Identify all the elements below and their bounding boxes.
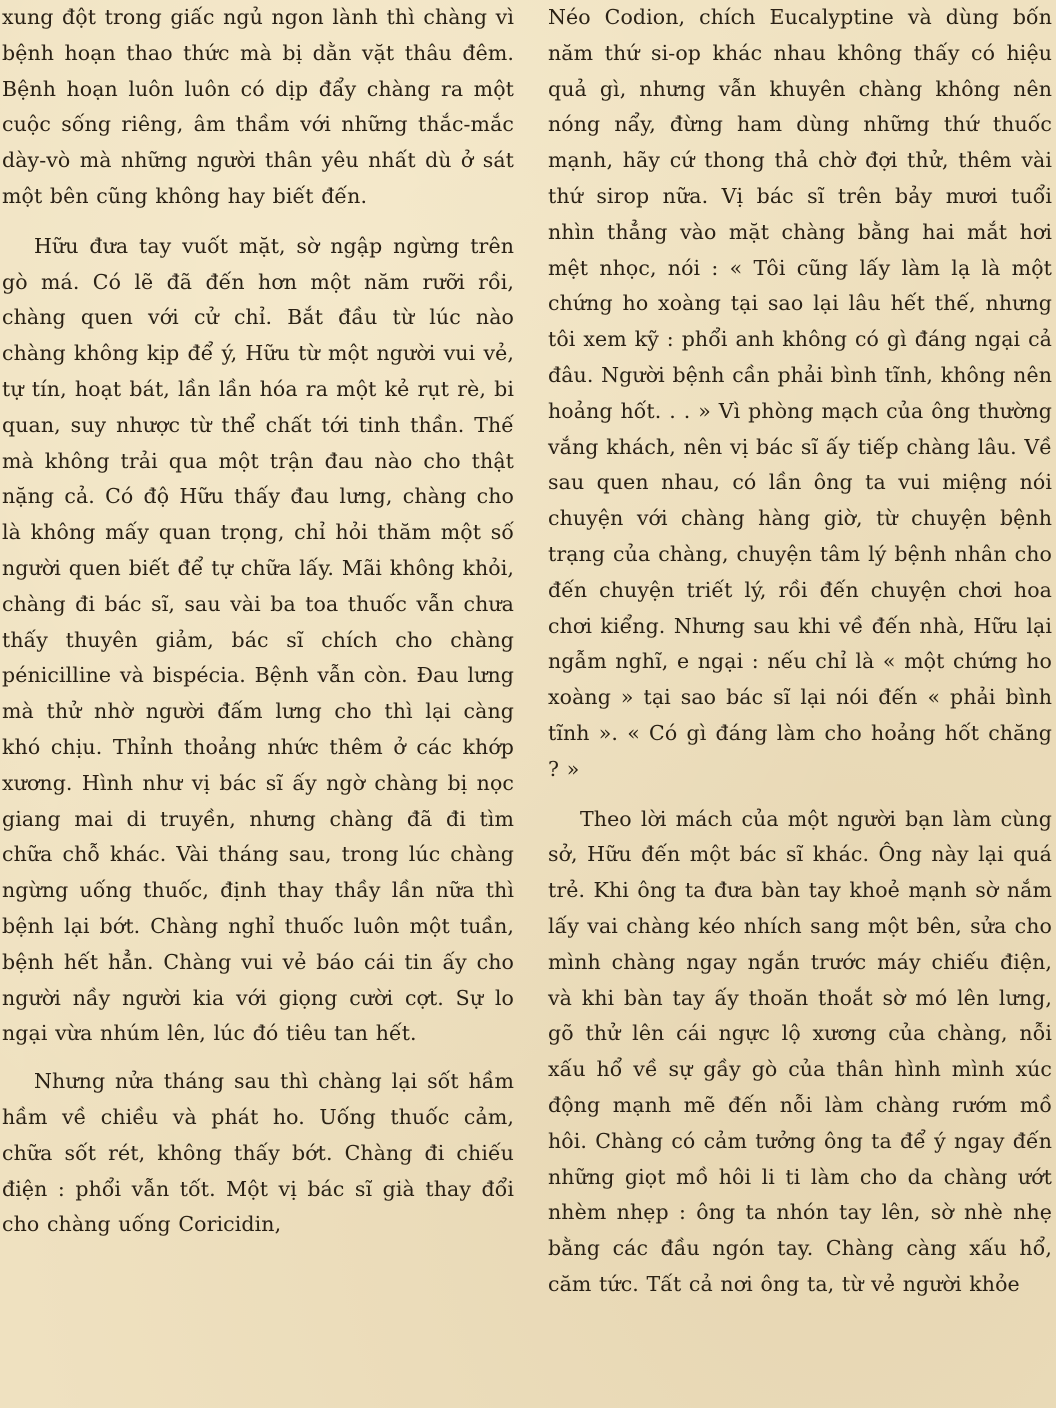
left-paragraph-3: Nhưng nửa tháng sau thì chàng lại sốt hầm hầm về chiều và phát ho. Uống thuốc cảm, chữa sốt rét, không thấy bớt. Chàng đi chiếu điện : phổi vẫn tốt. Một vị bác sĩ già thay đổi cho chàng uống Coricidin, (2, 1069, 514, 1237)
right-column (548, 0, 1052, 1303)
right-paragraph-1: Néo Codion, chích Eucalyptine và dùng bốn năm thứ si-op khác nhau không thấy có hiệu quả gì, nhưng vẫn khuyên chàng không nên nóng nẩy, đừng ham dùng những thứ thuốc mạnh, hãy cứ thong thả chờ đợi thử, thêm vài thứ sirop nữa. Vị bác sĩ trên bảy mươi tuổi nhìn thẳng vào mặt chàng bằng hai mắt hơi mệt nhọc, nói : « Tôi cũng lấy làm lạ là một chứng ho xoàng tại sao lại lâu hết thế, nhưng tôi xem kỹ : phổi anh không có gì đáng ngại cả đâu. Người bệnh cần phải bình tĩnh, không nên hoảng hốt. . . » Vì phòng mạch của ông thường vắng khách, nên vị bác sĩ ấy tiếp chàng lâu. Về sau quen nhau, có lần ông ta vui miệng nói chuyện với chàng hàng giờ, từ chuyện bệnh trạng của chàng, chuyện tâm lý bệnh nhân cho đến chuyện triết lý, rồi đến chuyện chơi hoa chơi kiểng. Nhưng sau khi về đến nhà, Hữu lại ngẫm nghĩ, e ngại : nếu chỉ là « một chứng ho xoàng » tại sao bác sĩ lại nói đến « phải bình tĩnh ». « Có gì đáng làm cho hoảng hốt chăng ? » (548, 5, 1052, 781)
left-paragraph-2: Hữu đưa tay vuốt mặt, sờ ngập ngừng trên gò má. Có lẽ đã đến hơn một năm rưỡi rồi, chàng quen với cử chỉ. Bắt đầu từ lúc nào chàng không kịp để ý, Hữu từ một người vui vẻ, tự tín, hoạt bát, lần lần hóa ra một kẻ rụt rè, bi quan, suy nhược từ thể chất tới tinh thần. Thế mà không trải qua một trận đau nào cho thật nặng cả. Có độ Hữu thấy đau lưng, chàng cho là không mấy quan trọng, chỉ hỏi thăm một số người quen biết để tự chữa lấy. Mãi không khỏi, chàng đi bác sĩ, sau vài ba toa thuốc vẫn chưa thấy thuyên giảm, bác sĩ chích cho chàng pénicilline và bispécia. Bệnh vẫn còn. Đau lưng mà thử nhờ người đấm lưng cho thì lại càng khó chịu. Thỉnh thoảng nhức thêm ở các khớp xương. Hình như vị bác sĩ ấy ngờ chàng bị nọc giang mai di truyền, nhưng chàng đã đi tìm chữa chỗ khác. Vài tháng sau, trong lúc chàng ngừng uống thuốc, định thay thầy lần nữa thì bệnh lại bớt. Chàng nghỉ thuốc luôn một tuần, bệnh hết hẳn. Chàng vui vẻ báo cái tin ấy cho người nầy người kia với giọng cười cợt. Sự lo ngại vừa nhúm lên, lúc đó tiêu tan hết. (2, 233, 514, 1046)
right-paragraph-2: Theo lời mách của một người bạn làm cùng sở, Hữu đến một bác sĩ khác. Ông này lại quá trẻ. Khi ông ta đưa bàn tay khoẻ mạnh sờ nắm lấy vai chàng kéo nhích sang một bên, sửa cho mình chàng ngay ngắn trước máy chiếu điện, và khi bàn tay ấy thoăn thoắt sờ mó lên lưng, gõ thử lên cái ngực lộ xương của chàng, nỗi xấu hổ về sự gầy gò của thân hình mình xúc động mạnh mẽ đến nỗi làm chàng rướm mồ hôi. Chàng có cảm tưởng ông ta để ý ngay đến những giọt mồ hôi li ti làm cho da chàng ướt nhèm nhẹp : ông ta nhón tay lên, sờ nhè nhẹ bằng các đầu ngón tay. Chàng càng xấu hổ, căm tức. Tất cả nơi ông ta, từ vẻ người khỏe (548, 806, 1052, 1296)
left-paragraph-1: xung đột trong giấc ngủ ngon lành thì chàng vì bệnh hoạn thao thức mà bị dằn vặt thâu đêm. Bệnh hoạn luôn luôn có dịp đẩy chàng ra một cuộc sống riêng, âm thầm với những thắc-mắc dày-vò mà những người thân yêu nhất dù ở sát một bên cũng không hay biết đến. (2, 5, 514, 208)
left-column (2, 0, 514, 1243)
